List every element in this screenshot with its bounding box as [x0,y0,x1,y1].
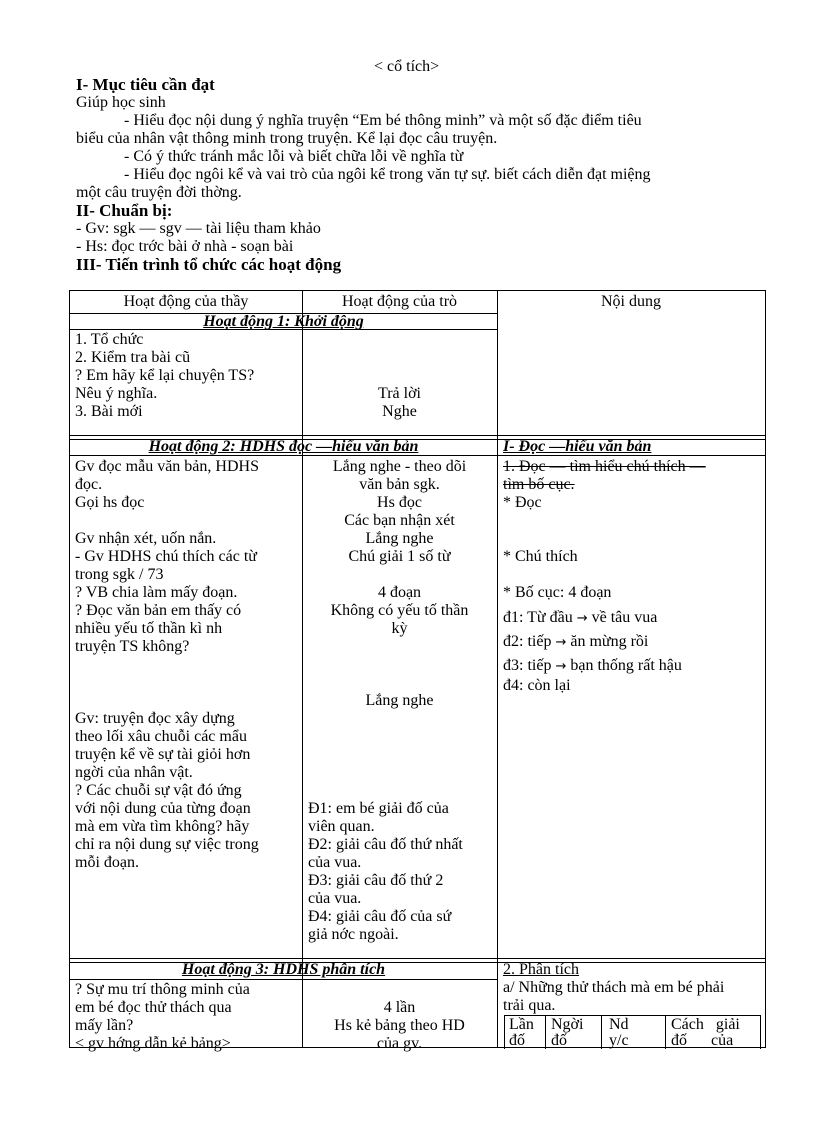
hd2-teacher2-line: ngời của nhân vật. [75,764,193,781]
hd3-student-line: của gv. [376,1035,423,1052]
hd1-teacher-line: 1. Tổ chức [75,331,144,348]
hd3-student-line: 4 lần [383,999,416,1016]
content-analysis-title: 2. Phân tích [503,961,579,978]
hd2-teacher-line: ? Đọc văn bản em thấy có [75,602,242,619]
hd2-student-part: giả nớc ngoài. [308,926,399,943]
section1-line: biểu của nhân vật thông minh trong truyện. Kể lại đọc câu truyện. [76,130,498,147]
content-part4: đ4: còn lại [503,677,571,694]
content-layout: * Bố cục: 4 đoạn [503,584,612,601]
right-arrow-icon: → [555,635,567,650]
content-part1 [503,609,657,628]
hd2-student-line: Các bạn nhận xét [344,512,455,529]
right-arrow-icon: → [576,611,588,626]
section2-line: - Gv: sgk — sgv — tài liệu tham khảo [76,220,321,237]
hd1-teacher-line: 2. Kiểm tra bài cũ [75,349,191,366]
content-read: * Đọc [503,494,542,511]
section2-line: - Hs: đọc trớc bài ở nhà - soạn bài [76,238,294,255]
content-analysis-sub: a/ Những thử thách mà em bé phải [503,979,725,996]
hd3-teacher-line: < gv hớng dẫn kẻ bảng> [75,1035,231,1052]
hd2-teacher-line: - Gv HDHS chú thích các từ [75,548,257,565]
section3-heading: III- Tiến trình tổ chức các hoạt động [76,255,342,274]
header-teacher: Hoạt động của thầy [123,293,249,310]
challenge-col-header: Nd [609,1016,629,1033]
header-content: Nội dung [601,293,661,310]
hd3-teacher-line: em bé đọc thử thách qua [75,999,232,1016]
hd1-teacher-line: 3. Bài mới [75,403,143,420]
row-divider [70,958,765,959]
section1-line: - Hiểu đọc nội dung ý nghĩa truyện “Em bé thông minh” và một số đặc điểm tiêu [124,112,642,129]
section1-line: một câu truyện đời thờng. [76,184,242,201]
section2-heading: II- Chuẩn bị: [76,201,173,220]
hd2-teacher-line: trong sgk / 73 [75,566,164,583]
hd2-teacher2-line: ? Các chuỗi sự vật đó ứng [75,782,242,799]
section1-heading: I- Mục tiêu cần đạt [76,75,215,94]
hd2-student-line: Lắng nghe - theo dõi [332,458,467,475]
content-note: * Chú thích [503,548,578,565]
content-part3-end: bạn thống rất hậu [570,657,682,674]
hd2-student-part: Đ2: giải câu đố thứ nhất [308,836,463,853]
hd1-teacher-line: ? Em hãy kể lại chuyện TS? [75,367,255,384]
hd2-teacher-line: đọc. [75,476,103,493]
content-section-title: I- Đọc —hiểu văn bản [503,438,652,455]
hd2-teacher-line: truyện TS không? [75,638,190,655]
header-student: Hoạt động của trò [341,293,458,310]
challenge-col-header: Ngời [551,1016,584,1033]
challenge-col-header: Cách giải [671,1016,740,1033]
hd2-teacher2-line: mà em vừa tìm không? hãy [75,818,250,835]
hd2-teacher-line: nhiều yếu tố thần kì nh [75,620,223,637]
hd2-student-part: của vua. [308,890,362,907]
activity3-title: Hoạt động 3: HDHS phân tích [181,961,386,978]
hd2-student-line: Hs đọc [377,494,422,511]
hd2-teacher-line: Gv đọc mẫu văn bản, HDHS [75,458,259,475]
hd2-student-line: Không có yếu tố thần [330,602,469,619]
hd2-teacher2-line: truyện kể về sự tài giỏi hơn [75,746,251,763]
content-part2-end: ăn mừng rồi [570,633,649,650]
challenge-col-header: đố [509,1032,525,1049]
hd2-student-part: Đ3: giải câu đố thứ 2 [308,872,444,889]
hd3-teacher-line: mấy lần? [75,1017,134,1034]
hd2-student-listen: Lắng nghe [365,692,434,709]
row-divider [70,979,497,980]
challenge-col-header: y/c [609,1032,629,1049]
content-part3-start: đ3: tiếp [503,657,552,674]
hd2-student-line: 4 đoạn [377,584,422,601]
section1-line: - Hiểu đọc ngôi kể và vai trò của ngôi kể trong văn tự sự. biết cách diễn đạt miệng [124,166,651,183]
content-part2-start: đ2: tiếp [503,633,552,650]
hd2-teacher2-line: mỗi đoạn. [75,854,139,871]
content-item1b: tìm bố cục. [503,476,575,493]
content-part2 [503,633,648,652]
column-divider [545,1016,546,1049]
hd2-teacher2-line: theo lối xâu chuỗi các mẩu [75,728,247,745]
hd2-teacher-line: ? VB chia làm mấy đoạn. [75,584,238,601]
hd2-teacher2-line: Gv: truyện đọc xây dựng [75,710,235,727]
hd2-teacher-line: Gọi hs đọc [75,494,145,511]
hd2-student-line: Chú giải 1 số từ [348,548,451,565]
hd1-student-line: Nghe [382,403,417,420]
hd3-student-line: Hs kẻ bảng theo HD [334,1017,465,1034]
content-item1: 1. Đọc — tìm hiểu chú thích — [503,458,706,475]
section1-line: Giúp học sinh [76,94,166,111]
activity1-title: Hoạt động 1: Khởi động [203,313,364,330]
column-divider [601,1016,602,1049]
hd2-teacher2-line: chỉ ra nội dung sự việc trong [75,836,259,853]
hd3-teacher-line: ? Sự mu trí thông minh của [75,981,250,998]
row-divider [70,435,765,436]
hd2-student-part: Đ4: giải câu đố của sứ [308,908,452,925]
challenge-col-header: đố của [671,1032,734,1049]
hd2-student-part: Đ1: em bé giải đố của [308,800,449,817]
content-part1-end: về tâu vua [591,609,658,626]
challenge-table [504,1015,761,1049]
hd1-teacher-line: Nêu ý nghĩa. [75,385,158,402]
hd2-student-part: viên quan. [308,818,375,835]
column-divider [497,291,498,1047]
hd2-student-part: của vua. [308,854,362,871]
hd1-student-line: Trả lời [378,385,421,402]
hd2-teacher2-line: với nội dung của từng đoạn [75,800,251,817]
hd2-teacher-line: Gv nhận xét, uốn nắn. [75,530,217,547]
challenge-col-header: đố [551,1032,567,1049]
page-title: < cổ tích> [374,58,440,75]
hd2-student-line: Lắng nghe [365,530,434,547]
activity2-title: Hoạt động 2: HDHS đọc —hiểu văn bản [148,438,419,455]
column-divider [665,1016,666,1049]
section1-line: - Có ý thức tránh mắc lỗi và biết chữa lỗi về nghĩa từ [124,148,464,165]
content-analysis-sub: trải qua. [503,997,556,1014]
activity-table [69,290,766,1052]
content-part1-start: đ1: Từ đầu [503,609,573,626]
content-part3 [503,657,682,676]
hd2-student-line: kỳ [391,620,408,637]
challenge-col-header: Lần [509,1016,534,1033]
right-arrow-icon: → [555,659,567,674]
hd2-student-line: văn bản sgk. [359,476,440,493]
